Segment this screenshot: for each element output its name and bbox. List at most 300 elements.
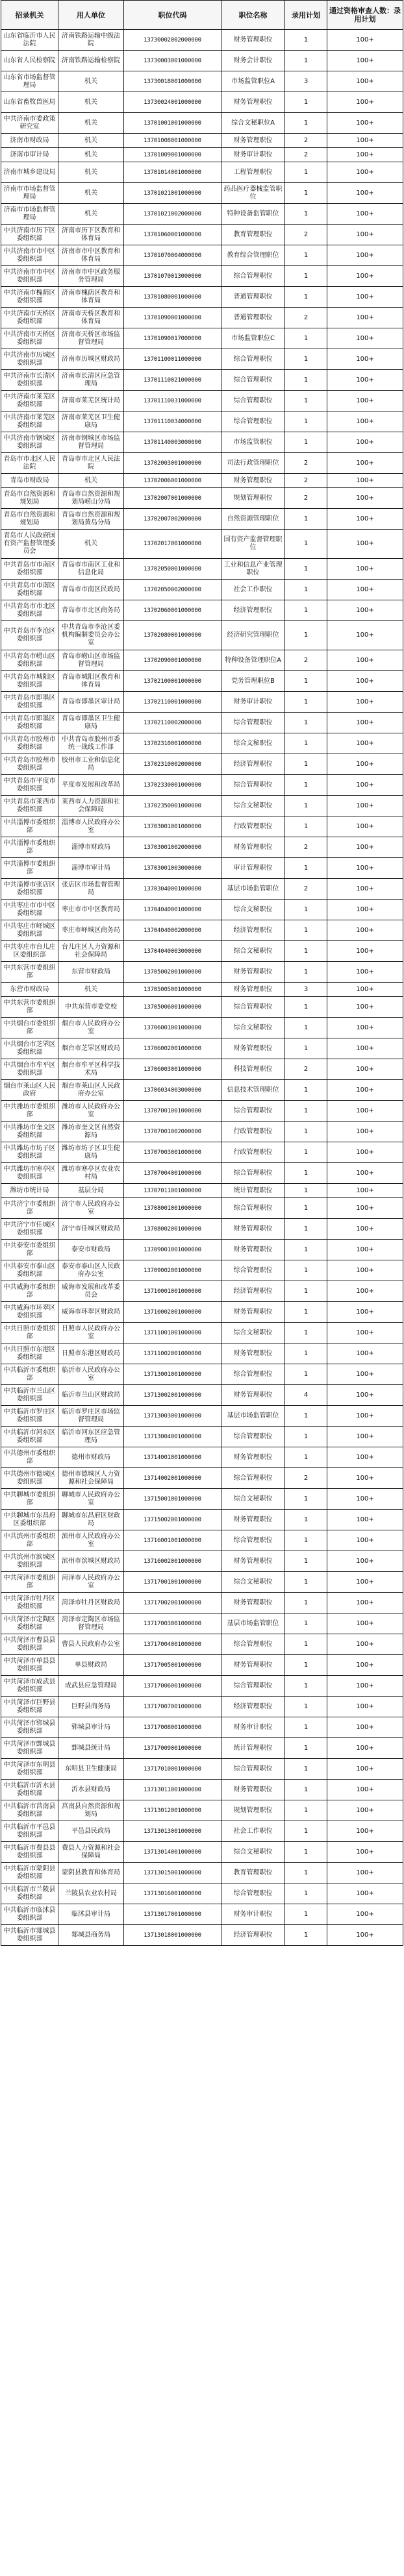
cell-employer: 威海市发展和改革委员会 [58, 1281, 124, 1302]
cell-position-name: 财务管理职位 [221, 1593, 285, 1613]
cell-hiring-plan: 1 [285, 600, 327, 621]
table-row [1, 1447, 403, 1468]
cell-qualified-ratio: 100+ [327, 530, 403, 559]
cell-qualified-ratio: 100+ [327, 225, 403, 245]
table-row [1, 713, 403, 733]
cell-employer: 临沂市人民政府办公室 [58, 1364, 124, 1385]
cell-position-code: 13713017001000000 [124, 1904, 221, 1925]
table-header [1, 1, 403, 30]
cell-position-code: 13703040001000000 [124, 879, 221, 900]
cell-hiring-plan: 1 [285, 1655, 327, 1676]
cell-position-name: 教育管理职位 [221, 225, 285, 245]
cell-qualified-ratio: 100+ [327, 1759, 403, 1780]
cell-position-name: 综合管理职位 [221, 713, 285, 733]
cell-qualified-ratio: 100+ [327, 370, 403, 391]
cell-position-code: 13702090001000000 [124, 650, 221, 671]
table-row [1, 51, 403, 71]
cell-position-code: 13709001001000000 [124, 1240, 221, 1260]
cell-qualified-ratio: 100+ [327, 1240, 403, 1260]
cell-position-code: 13713018001000000 [124, 1925, 221, 1946]
cell-employer: 东营市财政局 [58, 962, 124, 983]
cell-recruiting-organ: 中共临沂市费县县委组织部 [1, 1842, 58, 1863]
cell-position-name: 综合文秘职位 [221, 900, 285, 920]
table-row [1, 1018, 403, 1038]
table-row [1, 509, 403, 530]
cell-position-name: 基层市场监管职位 [221, 1406, 285, 1427]
table-row [1, 1427, 403, 1447]
cell-employer: 淄博市财政局 [58, 837, 124, 858]
cell-position-name: 基层市场监管职位 [221, 879, 285, 900]
cell-hiring-plan: 1 [285, 530, 327, 559]
cell-recruiting-organ: 中共淄博市委组织部 [1, 837, 58, 858]
table-row [1, 754, 403, 775]
cell-recruiting-organ: 中共临沂市兰陵县委组织部 [1, 1883, 58, 1904]
cell-employer: 烟台市莱山区人民政府办公室 [58, 1080, 124, 1101]
cell-employer: 机关 [58, 71, 124, 92]
cell-qualified-ratio: 100+ [327, 713, 403, 733]
cell-qualified-ratio: 100+ [327, 134, 403, 148]
cell-qualified-ratio: 100+ [327, 1821, 403, 1842]
cell-position-name: 财务管理职位 [221, 1655, 285, 1676]
cell-position-code: 13702050001000000 [124, 559, 221, 580]
cell-hiring-plan: 1 [285, 692, 327, 713]
table-row [1, 775, 403, 796]
cell-position-code: 13716002001000000 [124, 1551, 221, 1572]
cell-employer: 成武县应急管理局 [58, 1676, 124, 1697]
cell-recruiting-organ: 中共潍坊市寒亭区委组织部 [1, 1163, 58, 1184]
table-row [1, 530, 403, 559]
cell-hiring-plan: 1 [285, 1142, 327, 1163]
table-row [1, 1184, 403, 1198]
cell-qualified-ratio: 100+ [327, 1447, 403, 1468]
cell-position-name: 财务管理职位 [221, 1038, 285, 1059]
cell-recruiting-organ: 中共枣庄市市中区委组织部 [1, 900, 58, 920]
cell-recruiting-organ: 中共菏泽市鄄城县委组织部 [1, 1738, 58, 1759]
cell-recruiting-organ: 中共菏泽市曹县县委组织部 [1, 1634, 58, 1655]
cell-hiring-plan: 1 [285, 30, 327, 51]
cell-position-code: 13702017001000000 [124, 530, 221, 559]
cell-hiring-plan: 2 [285, 879, 327, 900]
cell-recruiting-organ: 中共临沂市蒙阴县委组织部 [1, 1863, 58, 1883]
cell-employer: 机关 [58, 204, 124, 225]
table-row [1, 1059, 403, 1080]
cell-hiring-plan: 1 [285, 733, 327, 754]
cell-recruiting-organ: 中共菏泽市委组织部 [1, 1572, 58, 1593]
cell-position-name: 行政管理职位 [221, 816, 285, 837]
cell-position-code: 13701001001000000 [124, 113, 221, 134]
cell-employer: 济南市长清区应急管理局 [58, 370, 124, 391]
cell-position-code: 13701110021000000 [124, 370, 221, 391]
cell-employer: 济南市钢城区市场监督管理局 [58, 432, 124, 453]
cell-employer: 济南市天桥区教育和体育局 [58, 308, 124, 328]
cell-employer: 德州市财政局 [58, 1447, 124, 1468]
cell-position-name: 财务管理职位 [221, 1343, 285, 1364]
cell-qualified-ratio: 100+ [327, 509, 403, 530]
cell-recruiting-organ: 中共青岛市即墨区委组织部 [1, 713, 58, 733]
cell-position-name: 综合管理职位 [221, 411, 285, 432]
cell-position-code: 13702007001000000 [124, 488, 221, 509]
cell-hiring-plan: 1 [285, 1018, 327, 1038]
cell-employer: 济南铁路运输中级法院 [58, 30, 124, 51]
cell-position-code: 13713016001000000 [124, 1883, 221, 1904]
cell-position-code: 13701021001000000 [124, 183, 221, 204]
cell-qualified-ratio: 100+ [327, 600, 403, 621]
cell-hiring-plan: 1 [285, 1240, 327, 1260]
cell-hiring-plan: 1 [285, 671, 327, 692]
cell-employer: 蒙阴县教育和体育局 [58, 1863, 124, 1883]
cell-hiring-plan: 1 [285, 1572, 327, 1593]
cell-employer: 威海市环翠区财政局 [58, 1302, 124, 1323]
cell-recruiting-organ: 中共烟台市芝罘区委组织部 [1, 1038, 58, 1059]
cell-hiring-plan: 1 [285, 1038, 327, 1059]
cell-employer: 临沂市河东区应急管理局 [58, 1427, 124, 1447]
cell-qualified-ratio: 100+ [327, 580, 403, 600]
cell-position-code: 13704040002000000 [124, 920, 221, 941]
cell-position-code: 13730024001000000 [124, 92, 221, 113]
cell-position-name: 财务管理职位 [221, 1302, 285, 1323]
table-row [1, 1800, 403, 1821]
table-row [1, 1122, 403, 1142]
cell-employer: 青岛市市北区人民法院 [58, 453, 124, 474]
cell-position-code: 13706002001000000 [124, 1038, 221, 1059]
cell-hiring-plan: 1 [285, 1925, 327, 1946]
cell-hiring-plan: 2 [285, 148, 327, 162]
cell-hiring-plan: 3 [285, 71, 327, 92]
cell-position-name: 综合管理职位 [221, 1634, 285, 1655]
cell-employer: 济南市历城区财政局 [58, 349, 124, 370]
cell-position-name: 综合管理职位 [221, 1883, 285, 1904]
cell-hiring-plan: 1 [285, 1717, 327, 1738]
table-row [1, 245, 403, 266]
cell-recruiting-organ: 中共威海市委组织部 [1, 1281, 58, 1302]
cell-position-name: 规划管理职位 [221, 1800, 285, 1821]
cell-employer: 费县人力资源和社会保障局 [58, 1842, 124, 1863]
cell-position-code: 13702007002000000 [124, 509, 221, 530]
cell-position-name: 财务管理职位 [221, 837, 285, 858]
cell-employer: 青岛市市北区商务局 [58, 600, 124, 621]
table-row [1, 1142, 403, 1163]
cell-position-name: 药品医疗器械监管职位 [221, 183, 285, 204]
cell-qualified-ratio: 100+ [327, 621, 403, 650]
cell-hiring-plan: 1 [285, 1219, 327, 1240]
table-row [1, 328, 403, 349]
cell-employer: 单县财政局 [58, 1655, 124, 1676]
cell-employer: 机关 [58, 530, 124, 559]
cell-qualified-ratio: 100+ [327, 1122, 403, 1142]
cell-position-name: 财务审计职位 [221, 1904, 285, 1925]
cell-employer: 青岛市自然资源和规划局崂山分局 [58, 488, 124, 509]
cell-hiring-plan: 1 [285, 1759, 327, 1780]
cell-position-name: 信息技术管理职位 [221, 1080, 285, 1101]
cell-employer: 莱西市人力资源和社会保障局 [58, 796, 124, 816]
table-row [1, 1676, 403, 1697]
cell-qualified-ratio: 100+ [327, 1385, 403, 1406]
cell-qualified-ratio: 100+ [327, 204, 403, 225]
cell-hiring-plan: 1 [285, 713, 327, 733]
cell-recruiting-organ: 中共淄博市委组织部 [1, 816, 58, 837]
cell-qualified-ratio: 100+ [327, 1676, 403, 1697]
cell-hiring-plan: 1 [285, 204, 327, 225]
cell-qualified-ratio: 100+ [327, 1780, 403, 1800]
table-row [1, 1572, 403, 1593]
table-row [1, 962, 403, 983]
cell-position-code: 13730002002000000 [124, 30, 221, 51]
cell-recruiting-organ: 中共济南市钢城区委组织部 [1, 432, 58, 453]
table-row [1, 92, 403, 113]
cell-position-code: 13711001001000000 [124, 1323, 221, 1343]
cell-recruiting-organ: 中共威海市环翠区委组织部 [1, 1302, 58, 1323]
cell-hiring-plan: 1 [285, 1343, 327, 1364]
table-row [1, 1038, 403, 1059]
cell-employer: 临沭县审计局 [58, 1904, 124, 1925]
table-row [1, 671, 403, 692]
table-row [1, 474, 403, 488]
cell-position-name: 财务管理职位 [221, 1510, 285, 1530]
table-row [1, 1863, 403, 1883]
cell-position-code: 13701070004000000 [124, 245, 221, 266]
cell-position-code: 13702110001000000 [124, 692, 221, 713]
cell-qualified-ratio: 100+ [327, 1551, 403, 1572]
table-row [1, 1904, 403, 1925]
cell-recruiting-organ: 中共青岛市市北区委组织部 [1, 600, 58, 621]
table-row [1, 183, 403, 204]
table-row [1, 1240, 403, 1260]
cell-qualified-ratio: 100+ [327, 1142, 403, 1163]
cell-position-name: 综合管理职位 [221, 997, 285, 1018]
cell-position-code: 13714002001000000 [124, 1468, 221, 1489]
cell-position-name: 综合管理职位 [221, 391, 285, 411]
cell-position-name: 财务管理职位 [221, 134, 285, 148]
cell-employer: 滨州市人民政府办公室 [58, 1530, 124, 1551]
cell-position-code: 13715002001000000 [124, 1510, 221, 1530]
cell-employer: 郯城县商务局 [58, 1925, 124, 1946]
cell-qualified-ratio: 100+ [327, 148, 403, 162]
cell-recruiting-organ: 中共烟台市牟平区委组织部 [1, 1059, 58, 1080]
cell-hiring-plan: 1 [285, 370, 327, 391]
cell-qualified-ratio: 100+ [327, 879, 403, 900]
cell-position-code: 13715001001000000 [124, 1489, 221, 1510]
cell-qualified-ratio: 100+ [327, 1530, 403, 1551]
cell-position-name: 普通管理职位 [221, 287, 285, 308]
cell-employer: 聊城市东昌府区财政局 [58, 1510, 124, 1530]
table-row [1, 1385, 403, 1406]
cell-qualified-ratio: 100+ [327, 754, 403, 775]
cell-position-code: 13701100011000000 [124, 349, 221, 370]
cell-recruiting-organ: 中共德州市委组织部 [1, 1447, 58, 1468]
cell-position-name: 审计管理职位 [221, 858, 285, 879]
cell-position-code: 13702310002000000 [124, 754, 221, 775]
cell-recruiting-organ: 中共青岛市市南区委组织部 [1, 559, 58, 580]
recruitment-table [1, 0, 403, 1946]
table-row [1, 308, 403, 328]
cell-employer: 济宁市任城区财政局 [58, 1219, 124, 1240]
cell-recruiting-organ: 中共济南市长清区委组织部 [1, 370, 58, 391]
cell-hiring-plan: 1 [285, 1510, 327, 1530]
cell-position-code: 13717001001000000 [124, 1572, 221, 1593]
cell-hiring-plan: 1 [285, 1184, 327, 1198]
cell-position-code: 13707011001000000 [124, 1184, 221, 1198]
table-row [1, 1613, 403, 1634]
cell-qualified-ratio: 100+ [327, 1406, 403, 1427]
cell-position-code: 13706003001000000 [124, 1059, 221, 1080]
cell-employer: 临沂市兰山区财政局 [58, 1385, 124, 1406]
cell-qualified-ratio: 100+ [327, 858, 403, 879]
cell-hiring-plan: 2 [285, 488, 327, 509]
cell-position-code: 13701060001000000 [124, 225, 221, 245]
cell-employer: 潍坊市寒亭区农业农村局 [58, 1163, 124, 1184]
cell-recruiting-organ: 中共潍坊市奎文区委组织部 [1, 1122, 58, 1142]
cell-qualified-ratio: 100+ [327, 650, 403, 671]
cell-position-name: 特种设备监管职位 [221, 204, 285, 225]
cell-position-code: 13717007001000000 [124, 1697, 221, 1717]
table-row [1, 920, 403, 941]
cell-position-name: 工程管理职位 [221, 162, 285, 183]
cell-recruiting-organ: 中共菏泽市成武县委组织部 [1, 1676, 58, 1697]
cell-position-code: 13702003001000000 [124, 453, 221, 474]
cell-recruiting-organ: 中共日照市东港区委组织部 [1, 1343, 58, 1364]
cell-hiring-plan: 2 [285, 308, 327, 328]
cell-position-code: 13703001002000000 [124, 837, 221, 858]
table-row [1, 1260, 403, 1281]
cell-employer: 枣庄市峄城区商务局 [58, 920, 124, 941]
cell-recruiting-organ: 中共临沂市兰山区委组织部 [1, 1385, 58, 1406]
cell-recruiting-organ: 青岛市市北区人民法院 [1, 453, 58, 474]
table-row [1, 1655, 403, 1676]
cell-qualified-ratio: 100+ [327, 816, 403, 837]
cell-position-code: 13706001001000000 [124, 1018, 221, 1038]
cell-position-code: 13702060001000000 [124, 600, 221, 621]
cell-position-name: 财务审计职位 [221, 692, 285, 713]
cell-recruiting-organ: 中共菏泽市牡丹区委组织部 [1, 1593, 58, 1613]
cell-qualified-ratio: 100+ [327, 796, 403, 816]
table-row [1, 1780, 403, 1800]
cell-position-name: 财务管理职位 [221, 1219, 285, 1240]
table-row [1, 858, 403, 879]
cell-employer: 兰陵县农业农村局 [58, 1883, 124, 1904]
cell-qualified-ratio: 100+ [327, 349, 403, 370]
cell-position-name: 综合管理职位 [221, 1198, 285, 1219]
cell-hiring-plan: 1 [285, 775, 327, 796]
cell-position-code: 13713001001000000 [124, 1364, 221, 1385]
table-row [1, 1842, 403, 1863]
cell-position-code: 13701021002000000 [124, 204, 221, 225]
cell-position-name: 经济研究管理职位 [221, 621, 285, 650]
table-row [1, 1634, 403, 1655]
cell-position-name: 市场监管职位A [221, 71, 285, 92]
cell-hiring-plan: 1 [285, 621, 327, 650]
cell-employer: 台儿庄区人力资源和社会保障局 [58, 941, 124, 962]
cell-position-code: 13717006001000000 [124, 1676, 221, 1697]
cell-hiring-plan: 1 [285, 1101, 327, 1122]
cell-position-code: 13705006001000000 [124, 997, 221, 1018]
cell-recruiting-organ: 青岛市人民政府国有资产监督管理委员会 [1, 530, 58, 559]
cell-recruiting-organ: 中共东营市委组织部 [1, 997, 58, 1018]
cell-position-name: 财务管理职位 [221, 1551, 285, 1572]
cell-recruiting-organ: 中共临沂市莒南县委组织部 [1, 1800, 58, 1821]
cell-employer: 机关 [58, 148, 124, 162]
cell-position-name: 综合管理职位 [221, 266, 285, 287]
cell-recruiting-organ: 中共临沂市委组织部 [1, 1364, 58, 1385]
table-row [1, 1468, 403, 1489]
cell-hiring-plan: 1 [285, 1697, 327, 1717]
table-row [1, 162, 403, 183]
cell-employer: 日照市人民政府办公室 [58, 1323, 124, 1343]
cell-employer: 烟台市牟平区科学技术局 [58, 1059, 124, 1080]
table-row [1, 879, 403, 900]
cell-employer: 济南铁路运输检察院 [58, 51, 124, 71]
cell-employer: 潍坊市奎文区自然资源局 [58, 1122, 124, 1142]
cell-position-code: 13701014001000000 [124, 162, 221, 183]
table-row [1, 1510, 403, 1530]
cell-hiring-plan: 1 [285, 1364, 327, 1385]
cell-qualified-ratio: 100+ [327, 1510, 403, 1530]
cell-employer: 中共青岛市胶州市委统一战线工作部 [58, 733, 124, 754]
cell-position-name: 综合文秘职位 [221, 1018, 285, 1038]
cell-employer: 菏泽市牡丹区财政局 [58, 1593, 124, 1613]
cell-hiring-plan: 1 [285, 509, 327, 530]
table-row [1, 1759, 403, 1780]
cell-position-code: 13708002001000000 [124, 1219, 221, 1240]
cell-qualified-ratio: 100+ [327, 287, 403, 308]
cell-position-name: 综合管理职位 [221, 1260, 285, 1281]
cell-employer: 机关 [58, 474, 124, 488]
table-row [1, 1530, 403, 1551]
cell-recruiting-organ: 中共菏泽市定陶区委组织部 [1, 1613, 58, 1634]
cell-hiring-plan: 1 [285, 754, 327, 775]
cell-hiring-plan: 1 [285, 266, 327, 287]
cell-qualified-ratio: 100+ [327, 266, 403, 287]
cell-recruiting-organ: 中共青岛市崂山区委组织部 [1, 650, 58, 671]
cell-employer: 平邑县民政局 [58, 1821, 124, 1842]
table-row [1, 733, 403, 754]
cell-position-name: 行政管理职位 [221, 1142, 285, 1163]
cell-employer: 济南市天桥区市场监督管理局 [58, 328, 124, 349]
cell-recruiting-organ: 中共聊城市东昌府区委组织部 [1, 1510, 58, 1530]
cell-hiring-plan: 2 [285, 837, 327, 858]
cell-employer: 泰安市财政局 [58, 1240, 124, 1260]
cell-hiring-plan: 1 [285, 796, 327, 816]
cell-qualified-ratio: 100+ [327, 1302, 403, 1323]
cell-recruiting-organ: 济南市城乡建设局 [1, 162, 58, 183]
header-position-code: 职位代码 [124, 1, 221, 30]
header-position-name: 职位名称 [221, 1, 285, 30]
table-row [1, 796, 403, 816]
cell-recruiting-organ: 济南市财政局 [1, 134, 58, 148]
cell-position-code: 13713014001000000 [124, 1842, 221, 1863]
header-row [1, 1, 403, 30]
cell-position-code: 13711002001000000 [124, 1343, 221, 1364]
cell-employer: 菏泽市人民政府办公室 [58, 1572, 124, 1593]
cell-employer: 淄博市人民政府办公室 [58, 816, 124, 837]
cell-hiring-plan: 2 [285, 453, 327, 474]
cell-recruiting-organ: 中共滨州市滨城区委组织部 [1, 1551, 58, 1572]
table-row [1, 837, 403, 858]
cell-employer: 潍坊市坊子区卫生健康局 [58, 1142, 124, 1163]
cell-recruiting-organ: 中共济宁市委组织部 [1, 1198, 58, 1219]
table-row [1, 1883, 403, 1904]
cell-hiring-plan: 1 [285, 1738, 327, 1759]
cell-position-name: 经济管理职位 [221, 1281, 285, 1302]
cell-position-name: 综合文秘职位 [221, 733, 285, 754]
cell-employer: 张店区市场监督管理局 [58, 879, 124, 900]
table-row [1, 1593, 403, 1613]
cell-hiring-plan: 1 [285, 816, 327, 837]
table-row [1, 1821, 403, 1842]
cell-hiring-plan: 1 [285, 245, 327, 266]
cell-qualified-ratio: 100+ [327, 1080, 403, 1101]
cell-hiring-plan: 2 [285, 225, 327, 245]
cell-recruiting-organ: 山东省畜牧兽医局 [1, 92, 58, 113]
